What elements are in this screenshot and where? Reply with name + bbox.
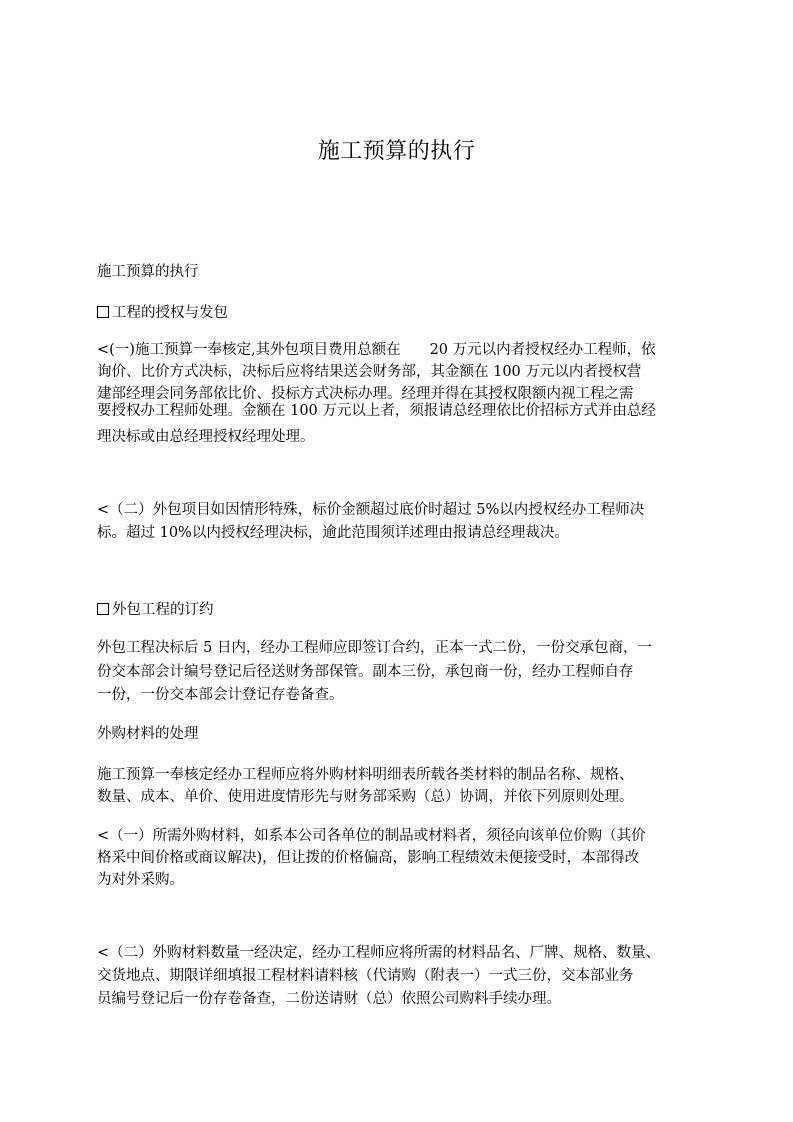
paragraph-line: 数量、成本、单价、使用进度情形先与财务部采购（总）协调，并依下列原则处理。 (97, 789, 634, 805)
paragraph-line: 格采中间价格或商议解决)，但让拨的价格偏高，影响工程绩效未便接受时，本部得改 (97, 850, 640, 866)
subsection-heading-label: 工程的授权与发包 (112, 305, 228, 321)
subsection-heading-contract (97, 600, 717, 620)
paragraph-line: 外包工程决标后 5 日内，经办工程师应即签订合约，正本一式二份，一份交承包商，一 (97, 640, 652, 656)
paragraph-line: <（二）外包项目如因情形特殊，标价金额超过底价时超过 5%以内授权经办工程师决 (97, 502, 645, 518)
paragraph-line: 施工预算一奉核定经办工程师应将外购材料明细表所载各类材料的制品名称、规格、 (97, 767, 634, 783)
subsection-heading-authorization (97, 303, 717, 323)
paragraph-line: 份交本部会计编号登记后径送财务部保管。副本三份，承包商一份，经办工程师自存 (97, 664, 634, 680)
section-heading-materials: 外购材料的处理 (97, 726, 199, 742)
paragraph-line: <（二）外购材料数量一经决定，经办工程师应将所需的材料品名、厂牌、规格、数量、 (97, 945, 661, 961)
checkbox-square-icon (97, 603, 109, 615)
paragraph-line: 员编号登记后一份存卷备查，二份送请财（总）依照公司购料手续办理。 (97, 991, 561, 1007)
paragraph-line: 理决标或由总经理授权经理处理。 (97, 429, 315, 445)
checkbox-square-icon (97, 306, 109, 318)
document-title: 施工预算的执行 (317, 139, 476, 164)
paragraph-line: 交货地点、期限详细填报工程材料请料核（代请购（附表一）一式三份，交本部业务 (97, 968, 634, 984)
paragraph-line: 建部经理会同务部依比价、投标方式决标办理。经理并得在其授权限额内视工程之需 (97, 386, 634, 402)
section-heading: 施工预算的执行 (97, 264, 199, 280)
subsection-heading-label: 外包工程的订约 (112, 602, 214, 618)
paragraph-line: 标。超过 10%以内授权经理决标，逾此范围须详述理由报请总经理裁决。 (97, 525, 569, 541)
paragraph-line: 一份，一份交本部会计登记存卷备查。 (97, 687, 344, 703)
paragraph-line: 要授权办工程师处理。金额在 100 万元以上者，须报请总经理依比价招标方式并由总经 (97, 403, 656, 419)
paragraph-line: 询价、比价方式决标，决标后应将结果送会财务部，其金额在 100 万元以内者授权营 (97, 364, 642, 380)
paragraph-line: <（一）所需外购材料，如系本公司各单位的制品或材料者，须径向该单位价购（其价 (97, 828, 646, 844)
paragraph-line: 为对外采购。 (97, 872, 184, 888)
paragraph-line: <(一)施工预算一奉核定,其外包项目费用总额在 20 万元以内者授权经办工程师，依 (97, 342, 656, 358)
